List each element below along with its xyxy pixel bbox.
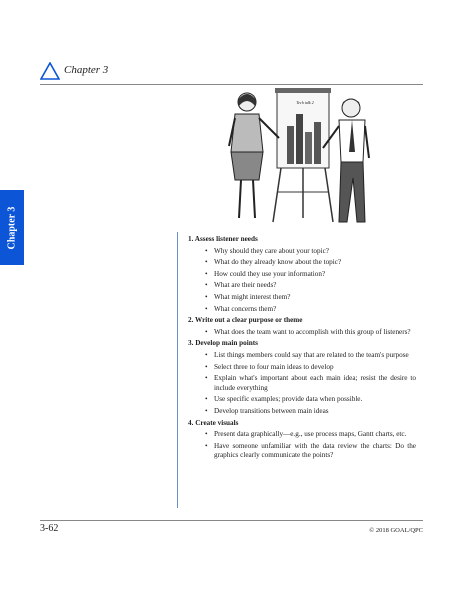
page-number: 3-62 <box>40 523 59 534</box>
chapter-side-tab <box>0 190 24 265</box>
bullet-text: What concerns them? <box>214 304 277 313</box>
bullet-text: Explain what's important about each main idea; resist the desire to include everything <box>214 374 416 392</box>
section-heading: 3. Develop main points <box>188 339 258 348</box>
bullet-icon: • <box>205 362 208 371</box>
content-divider <box>177 232 178 508</box>
bullet-text: Select three to four main ideas to develop <box>214 362 334 371</box>
bullet-icon: • <box>205 258 208 267</box>
bullet-icon: • <box>205 441 208 450</box>
bullet-item <box>188 374 416 393</box>
bullet-item <box>188 442 416 461</box>
bullet-icon: • <box>205 395 208 404</box>
bullet-item <box>188 293 416 303</box>
bullet-icon: • <box>205 430 208 439</box>
bullet-text: What does the team want to accomplish with this group of listeners? <box>214 327 411 336</box>
bullet-icon: • <box>205 281 208 290</box>
bullet-list <box>188 351 416 417</box>
bullet-text: How could they use your information? <box>214 269 326 278</box>
section-heading: 2. Write out a clear purpose or theme <box>188 316 303 325</box>
section <box>188 339 416 416</box>
bullet-item <box>188 395 416 405</box>
section-heading: 4. Create visuals <box>188 418 239 427</box>
chart-bar <box>305 132 312 164</box>
bullet-icon: • <box>205 406 208 415</box>
side-tab-label: Chapter 3 <box>6 206 18 249</box>
bullet-list <box>188 328 416 338</box>
bullet-item <box>188 328 416 338</box>
bullet-item <box>188 258 416 268</box>
bullet-icon: • <box>205 304 208 313</box>
bullet-icon: • <box>205 292 208 301</box>
section <box>188 235 416 314</box>
section <box>188 419 416 461</box>
bullet-icon: • <box>205 246 208 255</box>
presentation-illustration <box>219 82 377 232</box>
content-body <box>188 233 416 463</box>
bullet-item <box>188 305 416 315</box>
bullet-item <box>188 407 416 417</box>
bullet-text: What might interest them? <box>214 292 291 301</box>
bullet-text: Have someone unfamiliar with the data review the charts: Do the graphics clearly communicate the points? <box>214 441 416 460</box>
bullet-item <box>188 270 416 280</box>
footer-divider <box>40 520 423 521</box>
bullet-text: Present data graphically—e.g., use process maps, Gantt charts, etc. <box>214 430 407 439</box>
bullet-icon: • <box>205 327 208 336</box>
bullet-icon: • <box>205 350 208 359</box>
triangle-icon <box>40 62 60 80</box>
bullet-list <box>188 247 416 315</box>
bullet-text: What do they already know about the topic? <box>214 258 342 267</box>
bullet-text: List things members could say that are related to the team's purpose <box>214 350 409 359</box>
bullet-list <box>188 430 416 461</box>
bullet-text: Why should they care about your topic? <box>214 246 329 255</box>
copyright-notice: © 2018 GOAL/QPC <box>369 527 423 534</box>
section-heading: 1. Assess listener needs <box>188 235 258 243</box>
bullet-icon: • <box>205 269 208 278</box>
chart-bar <box>296 114 303 164</box>
chart-bar <box>314 122 321 164</box>
woman-body <box>231 114 263 152</box>
bullet-text: Use specific examples; provide data when possible. <box>214 395 363 404</box>
bullet-text: What are their needs? <box>214 281 277 290</box>
bullet-text: Develop transitions between main ideas <box>214 406 329 415</box>
bullet-item <box>188 351 416 361</box>
bullet-item <box>188 281 416 291</box>
chart-bar <box>287 126 294 164</box>
bullet-item <box>188 363 416 373</box>
bullet-item <box>188 430 416 440</box>
bullet-item <box>188 247 416 257</box>
chapter-title: Chapter 3 <box>64 64 109 76</box>
bullet-icon: • <box>205 374 208 383</box>
flip-chart-title: Tech talk 2 <box>296 100 314 105</box>
section <box>188 316 416 337</box>
